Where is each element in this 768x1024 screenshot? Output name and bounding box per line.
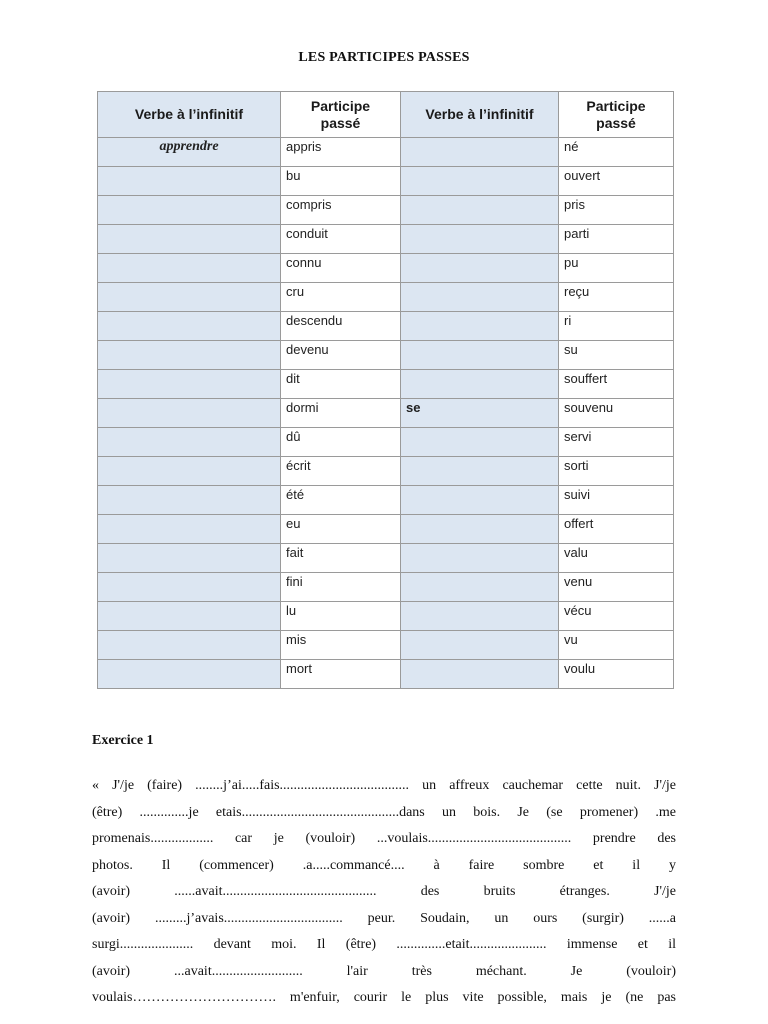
exercise-title: Exercice 1 (92, 733, 154, 748)
participle-cell: mis (281, 631, 401, 660)
infinitive-cell[interactable] (401, 138, 559, 167)
participle-cell: souffert (559, 370, 674, 399)
table-row (98, 225, 674, 254)
participle-cell: dit (281, 370, 401, 399)
participle-cell: venu (559, 573, 674, 602)
infinitive-cell[interactable] (401, 428, 559, 457)
participle-cell: conduit (281, 225, 401, 254)
participle-cell: appris (281, 138, 401, 167)
infinitive-cell[interactable] (401, 515, 559, 544)
participle-cell: lu (281, 602, 401, 631)
participle-cell: fait (281, 544, 401, 573)
table-row (98, 515, 674, 544)
participle-cell: dormi (281, 399, 401, 428)
table-row (98, 283, 674, 312)
participle-cell: souvenu (559, 399, 674, 428)
table-row (98, 196, 674, 225)
table-row (98, 428, 674, 457)
participle-cell: pris (559, 196, 674, 225)
infinitive-cell[interactable] (401, 602, 559, 631)
exercise-line: (avoir) .........j’avais.................................. peur. Soudain, un ours (surgir) ......a (92, 910, 676, 926)
infinitive-cell[interactable] (401, 486, 559, 515)
infinitive-cell[interactable] (401, 167, 559, 196)
infinitive-cell[interactable] (98, 631, 281, 660)
participle-cell: offert (559, 515, 674, 544)
infinitive-cell[interactable]: se (401, 399, 559, 428)
table-header-row (98, 92, 674, 138)
table-row (98, 341, 674, 370)
participle-cell: ouvert (559, 167, 674, 196)
table-row (98, 486, 674, 515)
participle-cell: vécu (559, 602, 674, 631)
table-row (98, 544, 674, 573)
exercise-line: photos. Il (commencer) .a.....commancé.... à faire sombre et il y (92, 857, 676, 873)
infinitive-cell[interactable] (98, 196, 281, 225)
table-row (98, 167, 674, 196)
exercise-line: promenais.................. car je (vouloir) ...voulais......................................... prendre des (92, 831, 676, 846)
infinitive-cell[interactable] (401, 254, 559, 283)
infinitive-cell[interactable] (401, 312, 559, 341)
table-row (98, 370, 674, 399)
participle-cell: servi (559, 428, 674, 457)
exercise-text (92, 773, 676, 1012)
infinitive-cell[interactable] (401, 631, 559, 660)
exercise-line: (avoir) ...avait.......................... l'air très méchant. Je (vouloir) (92, 963, 676, 979)
infinitive-cell[interactable] (98, 428, 281, 457)
participle-cell: su (559, 341, 674, 370)
infinitive-cell[interactable] (98, 254, 281, 283)
infinitive-cell[interactable] (98, 544, 281, 573)
infinitive-cell[interactable]: apprendre (98, 138, 281, 167)
participle-cell: devenu (281, 341, 401, 370)
infinitive-cell[interactable] (401, 283, 559, 312)
infinitive-cell[interactable] (98, 486, 281, 515)
exercise-line: voulais…………………………. m'enfuir, courir le plus vite possible, mais je (ne pas (92, 990, 676, 1005)
participle-cell: valu (559, 544, 674, 573)
infinitive-cell[interactable] (401, 370, 559, 399)
infinitive-cell[interactable] (401, 196, 559, 225)
participle-cell: bu (281, 167, 401, 196)
participle-cell: pu (559, 254, 674, 283)
participle-cell: mort (281, 660, 401, 689)
infinitive-cell[interactable] (98, 573, 281, 602)
infinitive-cell[interactable] (98, 660, 281, 689)
participle-cell: né (559, 138, 674, 167)
header-infinitive-2: Verbe à l’infinitif (401, 92, 559, 138)
table-row (98, 660, 674, 689)
table-row (98, 399, 674, 428)
participle-cell: compris (281, 196, 401, 225)
participle-cell: dû (281, 428, 401, 457)
infinitive-cell[interactable] (98, 341, 281, 370)
participle-cell: fini (281, 573, 401, 602)
infinitive-cell[interactable] (98, 515, 281, 544)
participle-cell: descendu (281, 312, 401, 341)
participle-cell: sorti (559, 457, 674, 486)
infinitive-cell[interactable] (401, 341, 559, 370)
infinitive-cell[interactable] (98, 225, 281, 254)
participle-cell: ri (559, 312, 674, 341)
header-participle-1: Participe passé (281, 92, 401, 138)
participle-cell: vu (559, 631, 674, 660)
participle-cell: eu (281, 515, 401, 544)
participle-cell: connu (281, 254, 401, 283)
table-row (98, 312, 674, 341)
exercise-line: (avoir) ......avait............................................ des bruits étranges. J'/je (92, 884, 676, 899)
table-row (98, 254, 674, 283)
participle-cell: parti (559, 225, 674, 254)
page-title: LES PARTICIPES PASSES (298, 50, 470, 65)
participle-cell: cru (281, 283, 401, 312)
exercise-line: surgi..................... devant moi. Il (être) ..............etait...................... immense et il (92, 937, 676, 952)
infinitive-cell[interactable] (401, 660, 559, 689)
participle-cell: reçu (559, 283, 674, 312)
table-row (98, 573, 674, 602)
participle-cell: écrit (281, 457, 401, 486)
infinitive-cell[interactable] (401, 457, 559, 486)
table-row (98, 602, 674, 631)
header-infinitive-1: Verbe à l’infinitif (98, 92, 281, 138)
infinitive-cell[interactable] (401, 225, 559, 254)
table-row (98, 631, 674, 660)
table-row (98, 457, 674, 486)
infinitive-cell[interactable] (98, 457, 281, 486)
participle-cell: voulu (559, 660, 674, 689)
participles-table (97, 91, 674, 689)
infinitive-cell[interactable] (98, 602, 281, 631)
table-row (98, 138, 674, 167)
participle-cell: été (281, 486, 401, 515)
header-participle-2: Participe passé (559, 92, 674, 138)
exercise-line: (être) ..............je etais.............................................dans un bois. Je (se promener) .me (92, 804, 676, 820)
participle-cell: suivi (559, 486, 674, 515)
infinitive-cell[interactable] (401, 573, 559, 602)
infinitive-cell[interactable] (98, 399, 281, 428)
infinitive-cell[interactable] (98, 370, 281, 399)
exercise-line: « J'/je (faire) ........j’ai.....fais..................................... un affreux cauchemar cette nuit. J'/je (92, 778, 676, 793)
infinitive-cell[interactable] (98, 283, 281, 312)
infinitive-cell[interactable] (401, 544, 559, 573)
infinitive-cell[interactable] (98, 167, 281, 196)
infinitive-cell[interactable] (98, 312, 281, 341)
